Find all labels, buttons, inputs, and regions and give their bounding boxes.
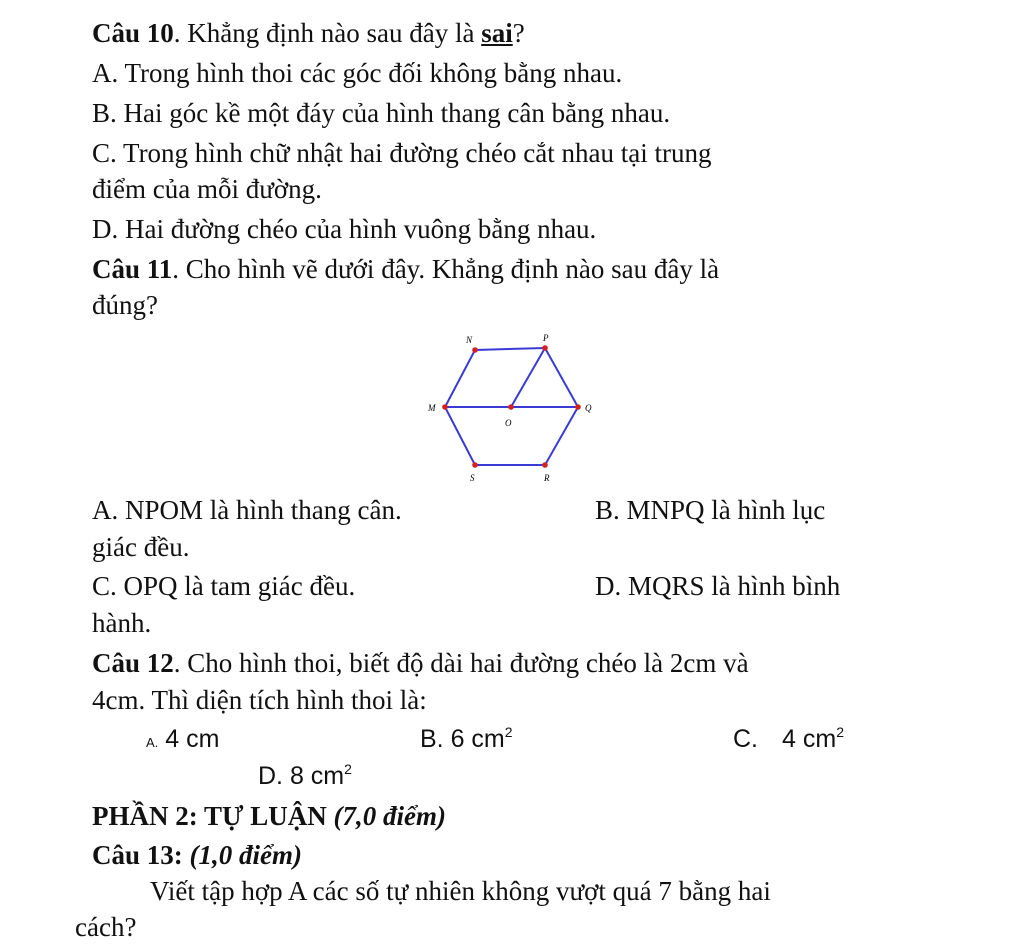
q11-stem-line2: đúng? <box>92 290 158 320</box>
label-o: O <box>505 418 512 428</box>
q12-stem-line2: 4cm. Thì diện tích hình thoi là: <box>92 685 427 715</box>
q10-label: Câu 10 <box>92 18 174 48</box>
q11-option-c: C. OPQ là tam giác đều. <box>92 571 356 601</box>
label-p: P <box>543 333 549 343</box>
q13-points: (1,0 điểm) <box>189 840 302 870</box>
label-q: Q <box>585 403 592 413</box>
q12-stem-line1: Câu 12. Cho hình thoi, biết độ dài hai đường chéo là 2cm và <box>92 648 749 678</box>
point-p <box>542 345 548 351</box>
q11-label: Câu 11 <box>92 254 173 284</box>
point-o <box>508 404 514 410</box>
q12-option-b-value: 6 cm <box>450 725 505 753</box>
q10-option-c-line2: điểm của mỗi đường. <box>92 174 322 204</box>
label-r: R <box>544 473 550 483</box>
label-m: M <box>428 403 436 413</box>
q11-option-a: A. NPOM là hình thang cân. <box>92 495 402 525</box>
q12-option-a <box>146 722 219 760</box>
q12-option-b <box>420 722 513 756</box>
segment-po <box>511 348 545 407</box>
part2-heading <box>92 799 446 833</box>
q10-option-c-line1: C. Trong hình chữ nhật hai đường chéo cắt nhau tại trung <box>92 138 712 168</box>
point-r <box>542 462 548 468</box>
q10-option-d: D. Hai đường chéo của hình vuông bằng nhau. <box>92 214 597 244</box>
q11-option-b-line2: giác đều. <box>92 532 190 562</box>
q13-heading <box>92 838 302 872</box>
q12-option-d-letter: D. <box>258 762 283 790</box>
q12-option-d <box>258 759 352 793</box>
q10-option-b: B. Hai góc kề một đáy của hình thang cân bằng nhau. <box>92 98 671 128</box>
q12-option-c-letter: C. <box>733 725 758 753</box>
q12-option-a-letter: A. <box>146 735 159 750</box>
q13-label: Câu 13: <box>92 840 183 870</box>
q11-option-d-line2: hành. <box>92 608 152 638</box>
q12-option-d-value: 8 cm <box>289 762 345 790</box>
q12-option-d-exponent: 2 <box>344 761 352 777</box>
q13-body-line2: cách? <box>75 912 137 942</box>
label-n: N <box>466 335 473 345</box>
label-s: S <box>470 473 475 483</box>
point-q <box>575 404 581 410</box>
point-n <box>472 347 478 353</box>
q12-option-b-exponent: 2 <box>504 724 513 740</box>
q12-option-a-value: 4 cm <box>165 725 220 753</box>
q12-option-c <box>733 722 844 756</box>
q13-body-line1: Viết tập hợp A các số tự nhiên không vượt quá 7 bằng hai <box>150 876 771 906</box>
q10-option-a: A. Trong hình thoi các góc đối không bằng nhau. <box>92 58 623 88</box>
q12-option-c-value: 4 cm <box>782 725 837 753</box>
q10-stem: Câu 10. Khẳng định nào sau đây là sai? <box>92 18 525 48</box>
part2-points: (7,0 điểm) <box>333 801 446 831</box>
q12-option-b-letter: B. <box>420 725 444 753</box>
q11-option-d-line1: D. MQRS là hình bình <box>595 571 841 601</box>
q11-stem-line1: Câu 11. Cho hình vẽ dưới đây. Khẳng định nào sau đây là <box>92 254 720 284</box>
part2-title: PHẦN 2: TỰ LUẬN <box>92 801 327 831</box>
q11-option-b-line1: B. MNPQ là hình lục <box>595 495 826 525</box>
hexagon-figure <box>415 325 605 490</box>
q10-keyword: sai <box>481 18 513 48</box>
q12-label: Câu 12 <box>92 648 174 678</box>
point-s <box>472 462 478 468</box>
point-m <box>442 404 448 410</box>
q12-option-c-exponent: 2 <box>836 724 844 740</box>
